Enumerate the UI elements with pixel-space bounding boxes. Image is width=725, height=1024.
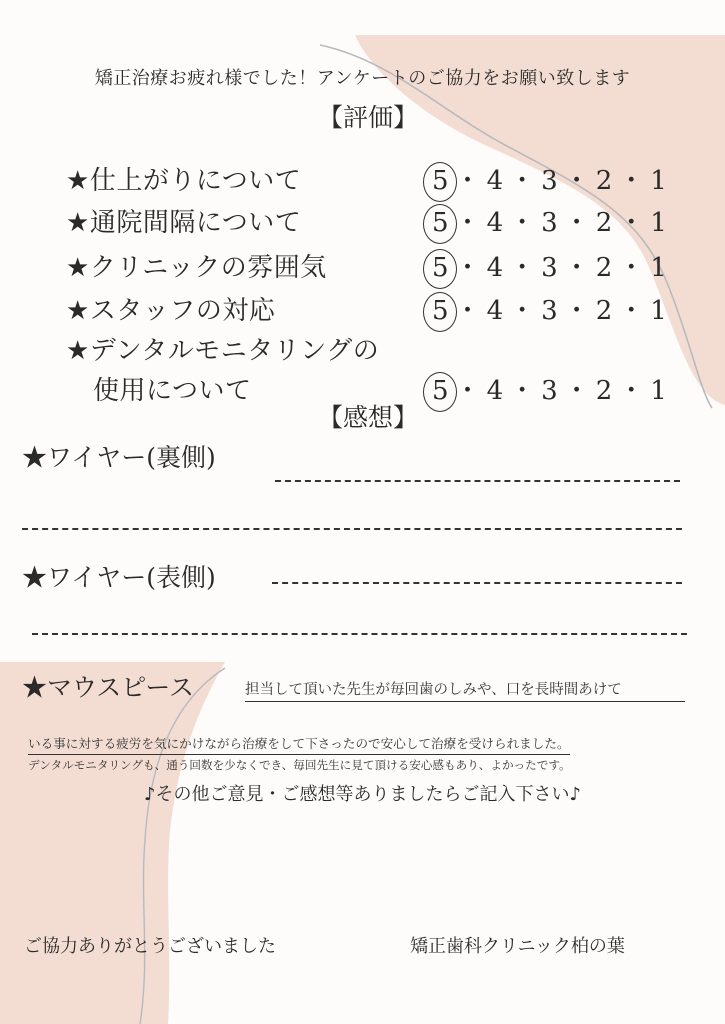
wire-back-line-1[interactable] — [275, 480, 680, 482]
rating-option[interactable]: 4 — [486, 166, 504, 196]
wire-back-line-2[interactable] — [22, 528, 682, 530]
thanks-text: ご協力ありがとうございました — [24, 936, 276, 957]
handwritten-comment-line-2: いる事に対する疲労を気にかけながら治療をして下さったので安心して治療を受けられました。 — [28, 733, 570, 755]
star-icon: ★ — [66, 336, 90, 366]
rating-option[interactable]: 1 — [650, 208, 667, 238]
rating-separator: ・ — [618, 166, 645, 196]
rating-option[interactable]: 5 — [432, 376, 449, 406]
star-icon: ★ — [66, 208, 90, 238]
rating-separator: ・ — [454, 296, 481, 326]
rating-scale-4[interactable] — [432, 290, 667, 327]
rating-option[interactable]: 2 — [595, 253, 613, 283]
rating-separator: ・ — [509, 296, 536, 326]
rating-option[interactable]: 2 — [595, 208, 613, 238]
rating-separator: ・ — [618, 253, 645, 283]
rating-item-2-label — [66, 202, 301, 239]
rating-item-text: 仕上がりについて — [89, 166, 302, 196]
rating-separator: ・ — [563, 208, 590, 238]
rating-scale-3[interactable] — [432, 247, 667, 284]
rating-option[interactable]: 3 — [541, 208, 558, 238]
rating-scale-5[interactable] — [432, 370, 667, 407]
rating-separator: ・ — [563, 376, 590, 406]
rating-separator: ・ — [618, 376, 645, 406]
impressions-title: 【感想】 — [318, 403, 419, 432]
rating-item-5-label — [66, 330, 379, 367]
rating-separator: ・ — [618, 296, 645, 326]
rating-item-5-label-cont: 使用について — [93, 376, 252, 406]
rating-separator: ・ — [509, 166, 536, 196]
rating-scale-2[interactable] — [432, 202, 667, 239]
rating-separator: ・ — [618, 208, 645, 238]
rating-option[interactable]: 2 — [595, 376, 613, 406]
evaluation-title: 【評価】 — [318, 103, 419, 132]
rating-option[interactable]: 5 — [432, 166, 449, 196]
rating-option[interactable]: 3 — [541, 296, 558, 326]
rating-separator: ・ — [454, 166, 481, 196]
star-icon: ★ — [66, 253, 90, 283]
rating-option[interactable]: 3 — [541, 166, 558, 196]
rating-scale-1[interactable] — [432, 160, 667, 197]
rating-option[interactable]: 5 — [432, 296, 449, 326]
rating-separator: ・ — [563, 296, 590, 326]
rating-item-text: デンタルモニタリングの — [89, 336, 380, 366]
rating-item-1-label — [66, 160, 301, 197]
handwritten-comment-line-1: 担当して頂いた先生が毎回歯のしみや、口を長時間あけて — [245, 678, 685, 702]
star-icon: ★ — [66, 166, 90, 196]
mouthpiece-label: ★マウスピース — [22, 673, 195, 702]
rating-item-text: クリニックの雰囲気 — [89, 253, 327, 283]
rating-option[interactable]: 5 — [432, 208, 449, 238]
wire-back-label: ★ワイヤー(裏側) — [22, 443, 216, 472]
rating-separator: ・ — [454, 376, 481, 406]
wire-front-line-1[interactable] — [272, 582, 682, 584]
rating-option[interactable]: 1 — [650, 166, 667, 196]
rating-separator: ・ — [563, 166, 590, 196]
clinic-name: 矯正歯科クリニック柏の葉 — [410, 936, 625, 957]
rating-option[interactable]: 3 — [541, 253, 558, 283]
rating-item-3-label — [66, 247, 327, 284]
rating-separator: ・ — [509, 376, 536, 406]
rating-separator: ・ — [509, 253, 536, 283]
star-icon: ★ — [66, 296, 90, 326]
rating-separator: ・ — [509, 208, 536, 238]
rating-option[interactable]: 4 — [486, 296, 504, 326]
rating-option[interactable]: 4 — [486, 253, 504, 283]
intro-text: 矯正治療お疲れ様でした！アンケートのご協力をお願い致します — [94, 68, 631, 89]
wire-front-line-2[interactable] — [32, 633, 687, 635]
rating-option[interactable]: 2 — [595, 166, 613, 196]
handwritten-comment-line-3: デンタルモニタリングも、通う回数を少なくでき、毎回先生に見て頂ける安心感もあり、よかったです。 — [28, 758, 571, 772]
rating-item-text: 通院間隔について — [89, 208, 302, 238]
rating-option[interactable]: 2 — [595, 296, 613, 326]
other-comments-note: ♪その他ご意見・ご感想等ありましたらご記入下さい♪ — [144, 784, 581, 805]
rating-item-4-label — [66, 290, 275, 327]
rating-option[interactable]: 1 — [650, 376, 667, 406]
rating-separator: ・ — [454, 208, 481, 238]
rating-option[interactable]: 5 — [432, 253, 449, 283]
rating-option[interactable]: 3 — [541, 376, 558, 406]
rating-separator: ・ — [563, 253, 590, 283]
rating-option[interactable]: 1 — [650, 253, 667, 283]
wire-front-label: ★ワイヤー(表側) — [22, 563, 216, 592]
rating-option[interactable]: 4 — [486, 376, 504, 406]
rating-item-text: スタッフの対応 — [89, 296, 276, 326]
rating-option[interactable]: 4 — [486, 208, 504, 238]
rating-option[interactable]: 1 — [650, 296, 667, 326]
bottom-left-blob — [0, 662, 225, 1024]
rating-separator: ・ — [454, 253, 481, 283]
